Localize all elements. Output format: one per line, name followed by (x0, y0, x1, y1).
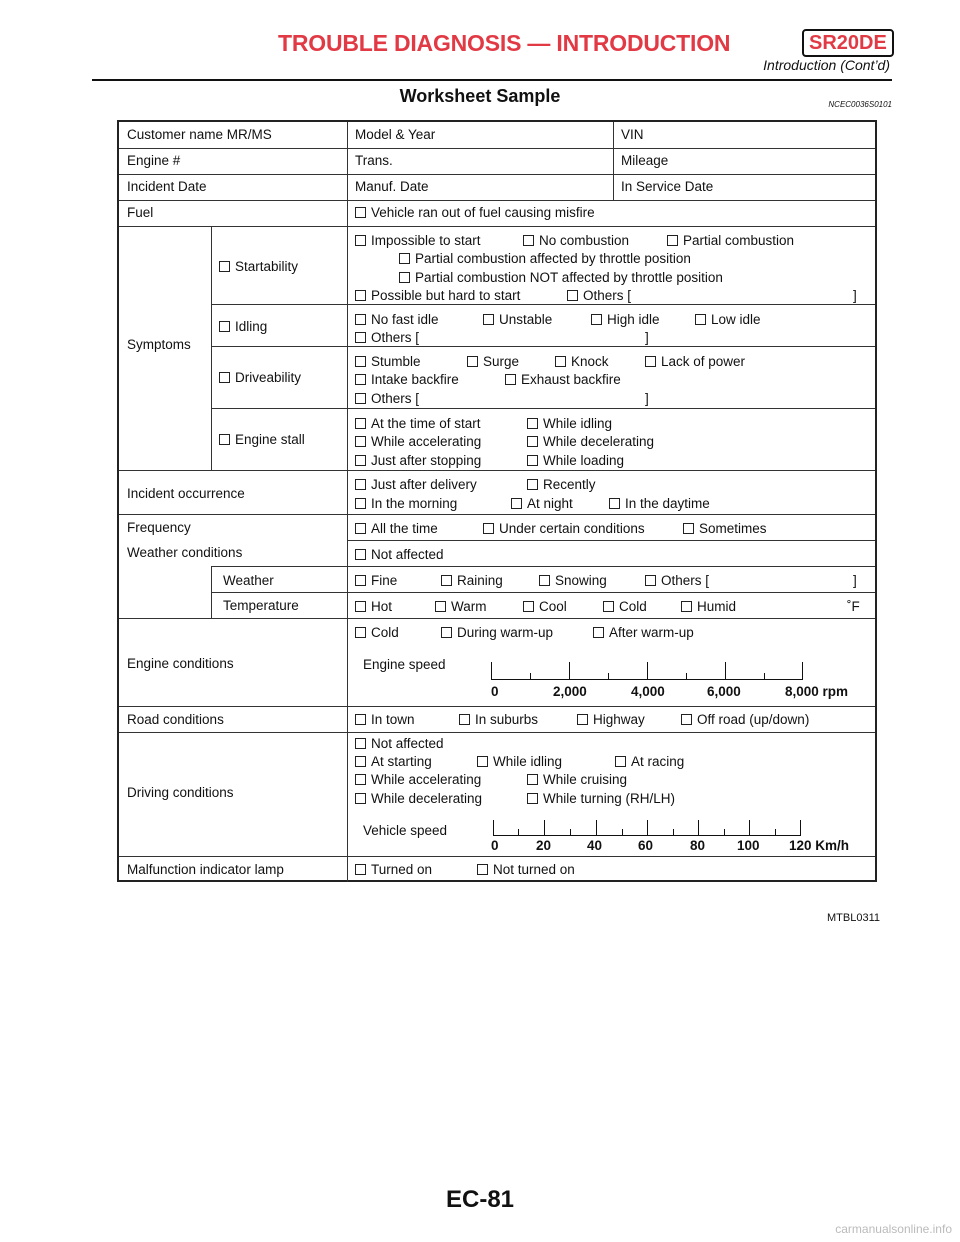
col-divider (613, 122, 614, 200)
rpm-label: 4,000 (631, 684, 665, 699)
partial-affected-option[interactable]: Partial combustion affected by throttle position (399, 251, 691, 267)
drive-while-decel-option[interactable]: While decelerating (355, 791, 482, 807)
checkbox[interactable] (483, 314, 494, 325)
raining-option[interactable]: Raining (441, 573, 503, 589)
checkbox[interactable] (355, 436, 366, 447)
certain-conditions-option[interactable]: Under certain conditions (483, 521, 645, 537)
scale-tick-minor (686, 673, 687, 680)
row-divider (211, 592, 875, 593)
checkbox[interactable] (609, 498, 620, 509)
road-conditions-label: Road conditions (127, 712, 224, 727)
checkbox[interactable] (695, 314, 706, 325)
high-idle-option[interactable]: High idle (591, 312, 660, 328)
during-warmup-option[interactable]: During warm-up (441, 625, 553, 641)
at-start-option[interactable]: At the time of start (355, 416, 481, 432)
frequency-label: Frequency (127, 520, 191, 535)
scale-tick-major (544, 820, 545, 836)
manuf-date-label: Manuf. Date (355, 179, 429, 194)
morning-option[interactable]: In the morning (355, 496, 457, 512)
worksheet-grid (117, 120, 877, 882)
vin-label: VIN (621, 127, 644, 142)
col-divider (211, 226, 212, 470)
scale-tick-major (725, 662, 726, 680)
row-divider (119, 226, 875, 227)
at-starting-option[interactable]: At starting (355, 754, 432, 770)
row-divider (347, 540, 875, 541)
daytime-option[interactable]: In the daytime (609, 496, 710, 512)
while-turning-option[interactable]: While turning (RH/LH) (527, 791, 675, 807)
col-divider (347, 226, 348, 882)
warm-option[interactable]: Warm (435, 599, 487, 615)
snowing-option[interactable]: Snowing (539, 573, 607, 589)
checkbox[interactable] (523, 601, 534, 612)
driving-conditions-label: Driving conditions (127, 785, 234, 800)
checkbox[interactable] (355, 756, 366, 767)
header-title: TROUBLE DIAGNOSIS — INTRODUCTION (278, 30, 731, 56)
checkbox[interactable] (355, 290, 366, 301)
engine-code-badge: SR20DE (802, 29, 894, 57)
possible-hard-option[interactable]: Possible but hard to start (355, 288, 520, 304)
incident-date-label: Incident Date (127, 179, 207, 194)
scale-tick-minor (764, 673, 765, 680)
checkbox[interactable] (355, 455, 366, 466)
scale-tick-major (569, 662, 570, 680)
scale-tick-major (802, 662, 803, 680)
checkbox[interactable] (467, 356, 478, 367)
scale-tick-major (800, 820, 801, 836)
after-warmup-option[interactable]: After warm-up (593, 625, 694, 641)
weather-conditions-label: Weather conditions (127, 545, 243, 560)
no-combustion-option[interactable]: No combustion (523, 233, 629, 249)
stall-while-idling-option[interactable]: While idling (527, 416, 612, 432)
mileage-label: Mileage (621, 153, 669, 168)
rpm-label: 6,000 (707, 684, 741, 699)
checkbox[interactable] (477, 756, 488, 767)
checkbox[interactable] (355, 549, 366, 560)
checkbox[interactable] (615, 756, 626, 767)
row-divider (211, 408, 875, 409)
kmh-label: 100 (737, 838, 760, 853)
customer-name-label: Customer name MR/MS (127, 127, 272, 142)
idling-others-option[interactable]: Others [ (355, 330, 419, 346)
turned-on-option[interactable]: Turned on (355, 862, 432, 878)
checkbox[interactable] (355, 374, 366, 385)
kmh-label: 80 (690, 838, 706, 853)
checkbox[interactable] (527, 455, 538, 466)
stumble-option[interactable]: Stumble (355, 354, 421, 370)
rpm-label: 0 (491, 684, 499, 699)
driving-not-affected-option[interactable]: Not affected (355, 736, 444, 752)
recently-option[interactable]: Recently (527, 477, 596, 493)
checkbox[interactable] (483, 523, 494, 534)
drive-while-accel-option[interactable]: While accelerating (355, 772, 481, 788)
stall-while-accel-option[interactable]: While accelerating (355, 434, 481, 450)
fuel-label: Fuel (127, 205, 154, 220)
engine-stall-option[interactable]: Engine stall (219, 432, 305, 448)
scale-tick-major (749, 820, 750, 836)
fine-option[interactable]: Fine (355, 573, 397, 589)
row-divider (211, 346, 875, 347)
unstable-option[interactable]: Unstable (483, 312, 552, 328)
bracket-close: ] (853, 288, 857, 303)
checkbox[interactable] (355, 774, 366, 785)
kmh-label: 120 Km/h (789, 838, 850, 853)
checkbox[interactable] (459, 714, 470, 725)
scale-tick-minor (530, 673, 531, 680)
weather-label: Weather (223, 573, 274, 588)
header-rule (92, 79, 892, 81)
worksheet-title: Worksheet Sample (399, 86, 561, 106)
startability-option[interactable]: Startability (219, 259, 298, 275)
scale-tick-minor (518, 829, 519, 835)
scale-tick-major (647, 662, 648, 680)
checkbox[interactable] (505, 374, 516, 385)
checkbox[interactable] (355, 332, 366, 343)
night-option[interactable]: At night (511, 496, 573, 512)
checkbox[interactable] (355, 575, 366, 586)
engine-conditions-label: Engine conditions (127, 656, 234, 671)
scale-tick-minor (608, 673, 609, 680)
scale-tick-minor (724, 829, 725, 835)
weather-not-affected-option[interactable]: Not affected (355, 547, 444, 563)
startability-others-option[interactable]: Others [ (567, 288, 631, 304)
checkbox[interactable] (577, 714, 588, 725)
checkbox[interactable] (441, 575, 452, 586)
checkbox[interactable] (399, 272, 410, 283)
checkbox[interactable] (355, 738, 366, 749)
checkbox[interactable] (355, 314, 366, 325)
kmh-label: 20 (536, 838, 552, 853)
checkbox[interactable] (667, 235, 678, 246)
mil-label: Malfunction indicator lamp (127, 862, 284, 877)
driveability-option[interactable]: Driveability (219, 370, 301, 386)
knock-option[interactable]: Knock (555, 354, 609, 370)
humid-option[interactable]: Humid (681, 599, 736, 615)
row-divider (119, 148, 875, 149)
highway-option[interactable]: Highway (577, 712, 645, 728)
low-idle-option[interactable]: Low idle (695, 312, 761, 328)
symptoms-label: Symptoms (127, 337, 191, 352)
trans-label: Trans. (355, 153, 393, 168)
weather-others-option[interactable]: Others [ (645, 573, 709, 589)
fuel-option[interactable]: Vehicle ran out of fuel causing misfire (355, 205, 595, 221)
checkbox[interactable] (681, 601, 692, 612)
checkbox[interactable] (477, 864, 488, 875)
drive-while-idling-option[interactable]: While idling (477, 754, 562, 770)
scale-tick-minor (775, 829, 776, 835)
scale-tick-major (647, 820, 648, 836)
checkbox[interactable] (219, 261, 230, 272)
scale-tick-minor (673, 829, 674, 835)
cool-option[interactable]: Cool (523, 599, 567, 615)
partial-not-affected-option[interactable]: Partial combustion NOT affected by throttle position (399, 270, 723, 286)
row-divider (119, 470, 875, 471)
model-year-label: Model & Year (355, 127, 436, 142)
checkbox[interactable] (681, 714, 692, 725)
figure-ref: MTBL0311 (827, 912, 880, 924)
while-cruising-option[interactable]: While cruising (527, 772, 627, 788)
incident-occurrence-label: Incident occurrence (127, 486, 245, 501)
no-fast-idle-option[interactable]: No fast idle (355, 312, 439, 328)
worksheet-ref-code: NCEC0036S0101 (828, 100, 892, 109)
checkbox[interactable] (355, 714, 366, 725)
row-divider (211, 566, 875, 567)
engine-number-label: Engine # (127, 153, 181, 168)
checkbox[interactable] (355, 207, 366, 218)
after-stop-option[interactable]: Just after stopping (355, 453, 481, 469)
checkbox[interactable] (435, 601, 446, 612)
checkbox[interactable] (511, 498, 522, 509)
checkbox[interactable] (355, 418, 366, 429)
checkbox[interactable] (355, 356, 366, 367)
intake-backfire-option[interactable]: Intake backfire (355, 372, 459, 388)
checkbox[interactable] (567, 290, 578, 301)
service-date-label: In Service Date (621, 179, 714, 194)
row-divider (119, 618, 875, 619)
col-divider (211, 566, 212, 618)
checkbox[interactable] (527, 418, 538, 429)
checkbox[interactable] (399, 253, 410, 264)
checkbox[interactable] (355, 498, 366, 509)
row-divider (119, 200, 875, 201)
scale-tick-minor (570, 829, 571, 835)
checkbox[interactable] (219, 434, 230, 445)
bracket-close: ] (645, 391, 649, 406)
scale-tick-major (596, 820, 597, 836)
checkbox[interactable] (645, 575, 656, 586)
surge-option[interactable]: Surge (467, 354, 519, 370)
checkbox[interactable] (527, 479, 538, 490)
at-racing-option[interactable]: At racing (615, 754, 684, 770)
temperature-label: Temperature (223, 598, 299, 613)
all-time-option[interactable]: All the time (355, 521, 438, 537)
cold-option[interactable]: Cold (603, 599, 647, 615)
checkbox[interactable] (683, 523, 694, 534)
row-divider (119, 706, 875, 707)
page-number: EC-81 (445, 1186, 515, 1213)
checkbox[interactable] (591, 314, 602, 325)
checkbox[interactable] (555, 356, 566, 367)
while-loading-option[interactable]: While loading (527, 453, 624, 469)
scale-tick-major (491, 662, 492, 680)
bracket-close: ] (853, 573, 857, 588)
checkbox[interactable] (523, 235, 534, 246)
checkbox[interactable] (539, 575, 550, 586)
idling-option[interactable]: Idling (219, 319, 267, 335)
in-suburbs-option[interactable]: In suburbs (459, 712, 538, 728)
stall-while-decel-option[interactable]: While decelerating (527, 434, 654, 450)
row-divider (119, 856, 875, 857)
partial-combustion-option[interactable]: Partial combustion (667, 233, 794, 249)
row-divider (119, 174, 875, 175)
sometimes-option[interactable]: Sometimes (683, 521, 767, 537)
checkbox[interactable] (527, 436, 538, 447)
checkbox[interactable] (355, 393, 366, 404)
checkbox[interactable] (603, 601, 614, 612)
watermark: carmanualsonline.info (835, 1222, 952, 1236)
kmh-label: 40 (587, 838, 603, 853)
row-divider (119, 732, 875, 733)
checkbox[interactable] (355, 864, 366, 875)
engine-cold-option[interactable]: Cold (355, 625, 399, 641)
rpm-label: 2,000 (553, 684, 587, 699)
checkbox[interactable] (219, 321, 230, 332)
bracket-close: ] (645, 330, 649, 345)
engine-speed-label: Engine speed (363, 657, 446, 672)
hot-option[interactable]: Hot (355, 599, 392, 615)
vehicle-speed-label: Vehicle speed (363, 823, 448, 838)
after-delivery-option[interactable]: Just after delivery (355, 477, 477, 493)
kmh-label: 0 (491, 838, 499, 853)
col-divider (347, 122, 348, 226)
checkbox[interactable] (355, 523, 366, 534)
kmh-label: 60 (638, 838, 654, 853)
checkbox[interactable] (355, 793, 366, 804)
in-town-option[interactable]: In town (355, 712, 415, 728)
exhaust-backfire-option[interactable]: Exhaust backfire (505, 372, 621, 388)
row-divider (211, 304, 875, 305)
row-divider (119, 514, 875, 515)
driveability-others-option[interactable]: Others [ (355, 391, 419, 407)
checkbox[interactable] (355, 601, 366, 612)
checkbox[interactable] (593, 627, 604, 638)
checkbox[interactable] (527, 774, 538, 785)
not-turned-on-option[interactable]: Not turned on (477, 862, 575, 878)
scale-tick-major (493, 820, 494, 836)
lack-power-option[interactable]: Lack of power (645, 354, 745, 370)
checkbox[interactable] (527, 793, 538, 804)
impossible-start-option[interactable]: Impossible to start (355, 233, 481, 249)
checkbox[interactable] (355, 627, 366, 638)
checkbox[interactable] (441, 627, 452, 638)
header-subtitle: Introduction (Cont’d) (763, 57, 890, 73)
checkbox[interactable] (219, 372, 230, 383)
scale-tick-minor (622, 829, 623, 835)
kmh-scale (493, 820, 801, 840)
checkbox[interactable] (355, 235, 366, 246)
scale-tick-major (698, 820, 699, 836)
checkbox[interactable] (355, 479, 366, 490)
fahrenheit-unit: ˚F (847, 599, 860, 614)
off-road-option[interactable]: Off road (up/down) (681, 712, 809, 728)
rpm-label: 8,000 rpm (785, 684, 849, 699)
checkbox[interactable] (645, 356, 656, 367)
